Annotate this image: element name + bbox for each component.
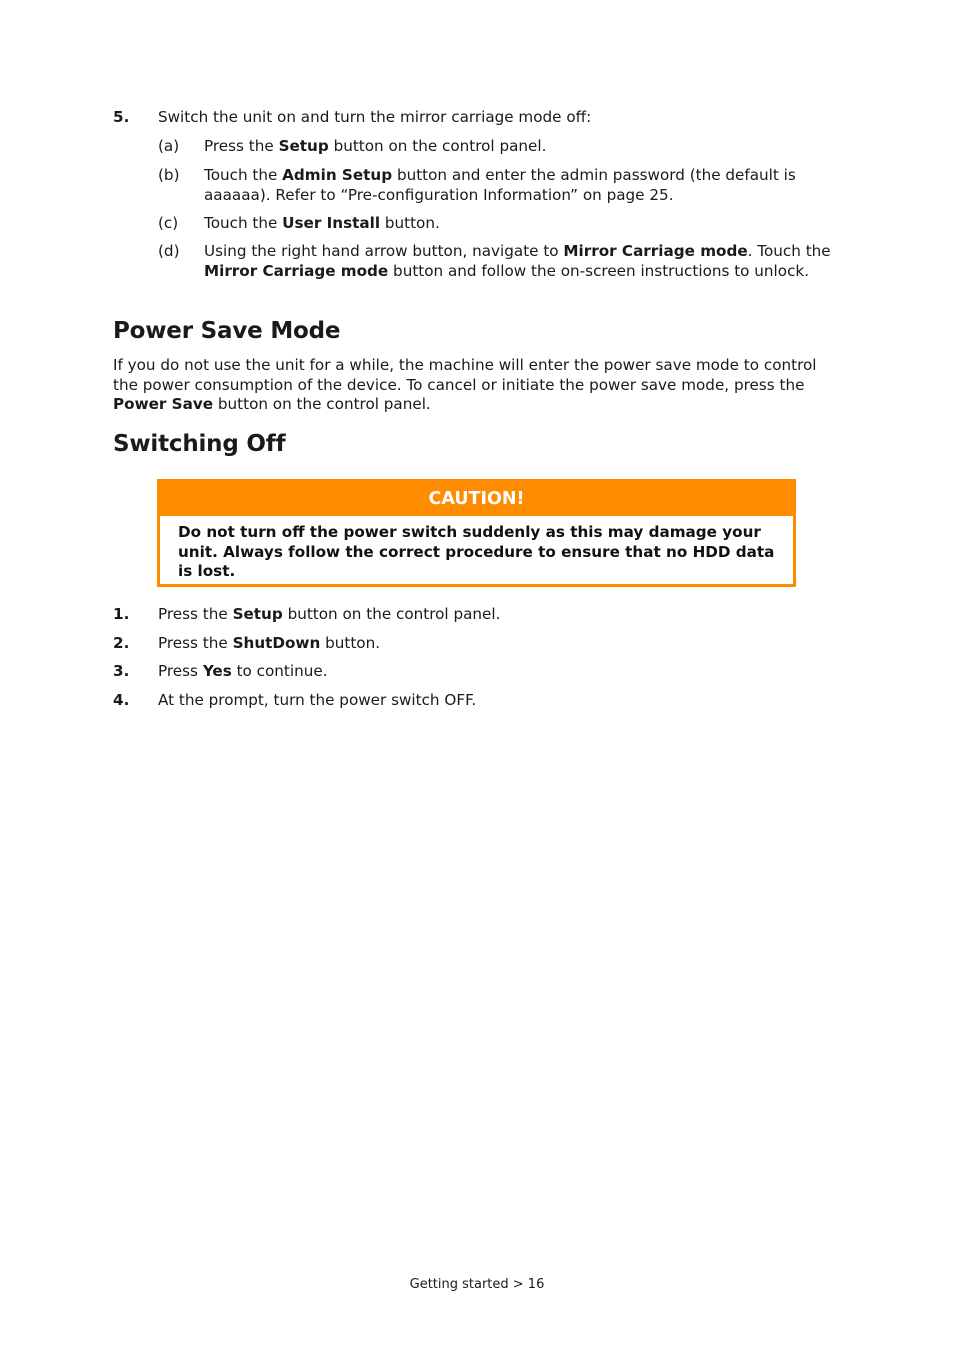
substep-label: (c)	[158, 214, 179, 232]
step-text: At the prompt, turn the power switch OFF.	[158, 691, 477, 709]
substep-label: (a)	[158, 137, 180, 155]
step-text: Press the ShutDown button.	[158, 634, 381, 652]
caution-title: CAUTION!	[160, 482, 793, 516]
step-number: 2.	[113, 634, 130, 652]
step-number: 3.	[113, 662, 130, 680]
page-footer: Getting started > 16	[409, 1277, 545, 1292]
substep-text: Using the right hand arrow button, navigate to Mirror Carriage mode. Touch the Mirror Carriage mode button and follow the on-screen instructions to unlock.	[204, 242, 831, 280]
section-heading: Switching Off	[113, 431, 286, 457]
step-number: 1.	[113, 605, 130, 623]
step-text: Press the Setup button on the control panel.	[158, 605, 501, 623]
step-text: Press Yes to continue.	[158, 662, 328, 680]
section-paragraph: If you do not use the unit for a while, the machine will enter the power save mode to control the power consumption of the device. To cancel or initiate the power save mode, press the Power Save button on the control panel.	[113, 356, 817, 413]
section-heading: Power Save Mode	[113, 318, 341, 344]
step-number: 4.	[113, 691, 130, 709]
substep-label: (b)	[158, 166, 180, 184]
caution-box	[157, 479, 796, 587]
substep-text: Touch the Admin Setup button and enter the admin password (the default is aaaaaa). Refer to “Pre-configuration Information” on page 25.	[204, 166, 796, 204]
caution-text: Do not turn off the power switch suddenly as this may damage your unit. Always follow the correct procedure to ensure that no HDD data is lost.	[178, 523, 775, 580]
step-text: Switch the unit on and turn the mirror carriage mode off:	[158, 108, 592, 126]
substep-text: Press the Setup button on the control panel.	[204, 137, 547, 155]
substep-text: Touch the User Install button.	[204, 214, 440, 232]
step-number: 5.	[113, 108, 130, 126]
substep-label: (d)	[158, 242, 180, 260]
